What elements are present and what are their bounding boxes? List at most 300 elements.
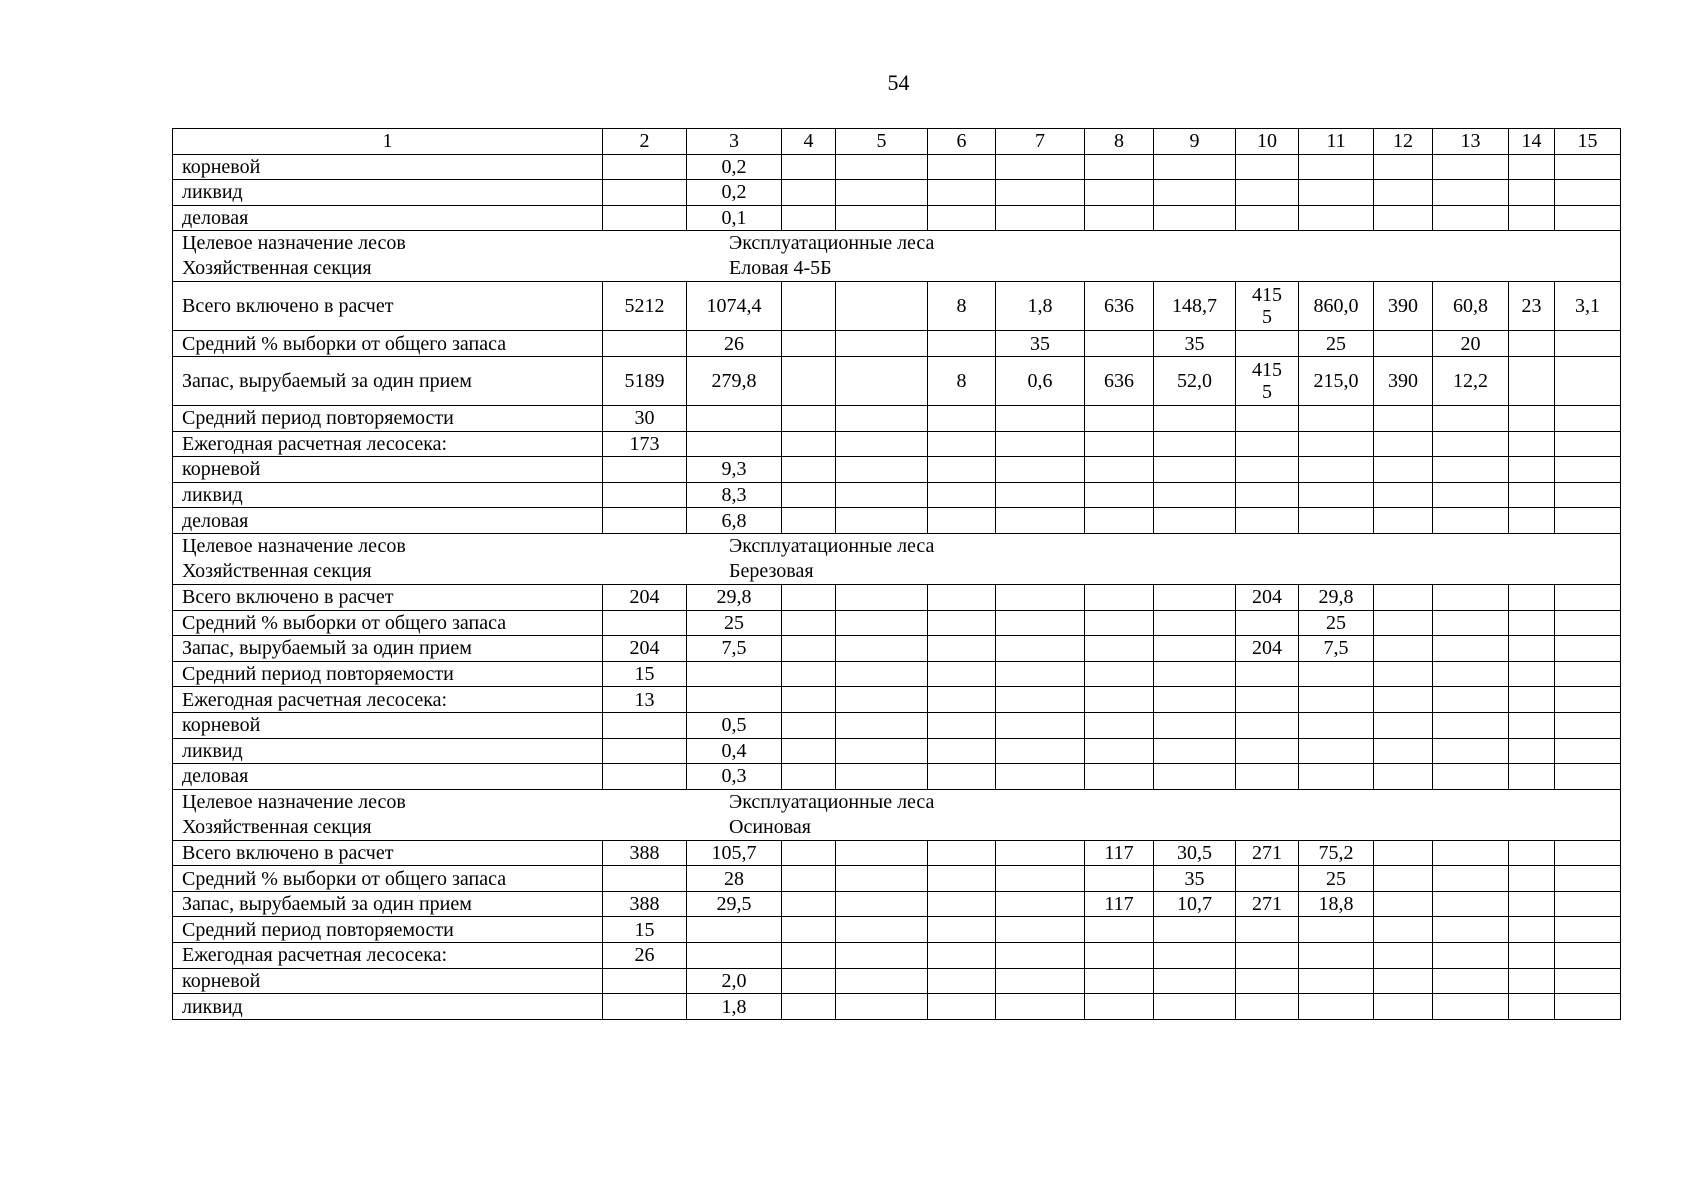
table-cell: 25	[1299, 866, 1374, 892]
section-label: Хозяйственная секция	[182, 815, 372, 838]
table-cell	[996, 431, 1085, 457]
table-row	[173, 866, 1621, 892]
table-cell	[782, 180, 836, 206]
table-cell	[836, 738, 928, 764]
table-cell	[1236, 738, 1299, 764]
table-cell	[836, 356, 928, 405]
table-cell	[836, 584, 928, 610]
table-cell: 204	[1236, 584, 1299, 610]
table-cell: 105,7	[687, 840, 782, 866]
table-cell: 0,2	[687, 180, 782, 206]
table-cell	[928, 482, 996, 508]
table-cell: 3,1	[1555, 282, 1621, 331]
section-value: Эксплуатационные леса	[729, 790, 935, 813]
table-cell	[1555, 331, 1621, 357]
table-cell	[782, 405, 836, 431]
section-row	[173, 231, 1621, 282]
table-cell: 636	[1085, 356, 1154, 405]
table-cell	[1299, 917, 1374, 943]
table-row	[173, 917, 1621, 943]
table-cell	[1509, 482, 1555, 508]
table-cell: 30	[603, 405, 687, 431]
table-cell: 28	[687, 866, 782, 892]
table-cell	[1374, 687, 1433, 713]
table-cell	[603, 457, 687, 483]
table-cell	[1154, 180, 1236, 206]
table-cell: 204	[603, 584, 687, 610]
table-cell	[1374, 180, 1433, 206]
table-cell	[1433, 584, 1509, 610]
table-cell	[1509, 661, 1555, 687]
row-label: Средний период повторяемости	[173, 405, 603, 431]
table-cell	[1085, 457, 1154, 483]
table-cell	[1154, 508, 1236, 534]
table-cell	[836, 917, 928, 943]
table-cell	[687, 405, 782, 431]
table-cell	[1433, 968, 1509, 994]
table-cell	[996, 891, 1085, 917]
table-cell: 10,7	[1154, 891, 1236, 917]
table-row	[173, 457, 1621, 483]
row-label: ликвид	[173, 482, 603, 508]
table-cell	[603, 968, 687, 994]
table-cell	[1236, 764, 1299, 790]
section-value: Березовая	[729, 559, 814, 582]
table-cell	[1154, 584, 1236, 610]
table-cell	[1509, 891, 1555, 917]
table-cell: 0,3	[687, 764, 782, 790]
table-cell	[928, 205, 996, 231]
row-label: ликвид	[173, 994, 603, 1020]
table-cell	[996, 405, 1085, 431]
table-cell	[1299, 764, 1374, 790]
section-label: Целевое назначение лесов	[182, 232, 406, 255]
row-label: корневой	[173, 968, 603, 994]
table-cell	[782, 356, 836, 405]
table-cell	[1374, 636, 1433, 662]
table-cell	[1509, 331, 1555, 357]
table-cell	[1555, 180, 1621, 206]
table-cell	[836, 282, 928, 331]
table-cell: 271	[1236, 891, 1299, 917]
table-row	[173, 661, 1621, 687]
table-cell	[1509, 405, 1555, 431]
table-cell	[782, 866, 836, 892]
table-cell	[1085, 968, 1154, 994]
table-row	[173, 356, 1621, 405]
table-cell	[1085, 764, 1154, 790]
table-cell: 0,4	[687, 738, 782, 764]
table-cell: 20	[1433, 331, 1509, 357]
table-cell	[1509, 866, 1555, 892]
section-label: Хозяйственная секция	[182, 559, 372, 582]
table-cell	[782, 636, 836, 662]
table-cell	[782, 508, 836, 534]
table-cell	[1555, 712, 1621, 738]
table-cell	[928, 917, 996, 943]
table-row	[173, 282, 1621, 331]
table-cell: 8,3	[687, 482, 782, 508]
table-cell: 13	[603, 687, 687, 713]
table-cell	[1085, 431, 1154, 457]
table-cell	[1433, 687, 1509, 713]
table-cell	[1085, 687, 1154, 713]
column-header: 7	[996, 129, 1085, 155]
table-cell	[1085, 866, 1154, 892]
column-header: 10	[1236, 129, 1299, 155]
table-cell	[1236, 712, 1299, 738]
table-cell	[1433, 205, 1509, 231]
column-header: 1	[173, 129, 603, 155]
table-cell: 60,8	[1433, 282, 1509, 331]
table-cell	[1236, 610, 1299, 636]
table-cell	[1374, 661, 1433, 687]
column-header: 6	[928, 129, 996, 155]
column-header: 15	[1555, 129, 1621, 155]
table-cell	[1236, 508, 1299, 534]
table-cell	[1236, 180, 1299, 206]
table-cell	[1433, 482, 1509, 508]
table-cell	[1374, 866, 1433, 892]
table-cell	[1236, 661, 1299, 687]
table-cell	[1154, 917, 1236, 943]
table-cell	[1299, 205, 1374, 231]
section-value: Эксплуатационные леса	[729, 232, 935, 255]
table-cell: 75,2	[1299, 840, 1374, 866]
row-label: Ежегодная расчетная лесосека:	[173, 431, 603, 457]
table-cell: 0,1	[687, 205, 782, 231]
table-row	[173, 994, 1621, 1020]
table-cell	[782, 661, 836, 687]
table-cell	[836, 180, 928, 206]
table-cell	[782, 584, 836, 610]
column-header: 2	[603, 129, 687, 155]
table-cell	[1509, 943, 1555, 969]
row-label: Средний % выборки от общего запаса	[173, 610, 603, 636]
table-cell	[1085, 943, 1154, 969]
table-cell: 117	[1085, 891, 1154, 917]
table-cell	[1555, 917, 1621, 943]
table-cell	[928, 180, 996, 206]
table-cell	[1509, 968, 1555, 994]
table-cell: 25	[687, 610, 782, 636]
table-cell	[928, 636, 996, 662]
row-label: корневой	[173, 457, 603, 483]
row-label: Средний % выборки от общего запаса	[173, 331, 603, 357]
table-cell	[1509, 431, 1555, 457]
table-cell	[836, 661, 928, 687]
table-cell	[996, 994, 1085, 1020]
table-cell	[1433, 610, 1509, 636]
table-cell	[687, 687, 782, 713]
row-label: ликвид	[173, 738, 603, 764]
table-cell	[1374, 154, 1433, 180]
table-cell	[1154, 687, 1236, 713]
table-cell	[928, 405, 996, 431]
table-cell: 15	[603, 661, 687, 687]
table-row	[173, 405, 1621, 431]
table-cell	[836, 405, 928, 431]
table-cell	[836, 636, 928, 662]
table-cell	[782, 994, 836, 1020]
table-cell	[1085, 584, 1154, 610]
row-label: ликвид	[173, 180, 603, 206]
table-cell	[1555, 457, 1621, 483]
section-value: Осиновая	[729, 815, 811, 838]
table-cell	[1299, 405, 1374, 431]
row-label: Запас, вырубаемый за один прием	[173, 356, 603, 405]
table-cell	[1236, 154, 1299, 180]
table-cell	[603, 994, 687, 1020]
table-cell	[928, 968, 996, 994]
table-cell	[1085, 661, 1154, 687]
table-cell	[1154, 482, 1236, 508]
table-cell	[1509, 712, 1555, 738]
table-cell	[928, 840, 996, 866]
table-cell: 1,8	[687, 994, 782, 1020]
table-row	[173, 891, 1621, 917]
table-cell	[1085, 205, 1154, 231]
table-cell	[1299, 482, 1374, 508]
table-cell: 18,8	[1299, 891, 1374, 917]
table-cell	[1374, 994, 1433, 1020]
table-cell: 215,0	[1299, 356, 1374, 405]
table-cell	[1433, 840, 1509, 866]
table-cell	[1374, 331, 1433, 357]
column-header: 3	[687, 129, 782, 155]
table-cell	[928, 431, 996, 457]
table-cell: 8	[928, 356, 996, 405]
table-cell	[603, 764, 687, 790]
table-cell	[836, 866, 928, 892]
table-cell	[1236, 205, 1299, 231]
table-cell	[1299, 154, 1374, 180]
table-cell: 29,8	[1299, 584, 1374, 610]
table-cell	[603, 331, 687, 357]
row-label: корневой	[173, 154, 603, 180]
table-cell	[603, 866, 687, 892]
table-cell	[1154, 636, 1236, 662]
table-cell	[1509, 738, 1555, 764]
table-cell	[836, 840, 928, 866]
table-cell	[782, 154, 836, 180]
table-row	[173, 584, 1621, 610]
table-cell	[996, 661, 1085, 687]
table-cell: 26	[603, 943, 687, 969]
data-table	[172, 128, 1621, 1020]
header-row	[173, 129, 1621, 155]
table-row	[173, 636, 1621, 662]
table-cell	[996, 917, 1085, 943]
table-cell	[1555, 431, 1621, 457]
column-header: 12	[1374, 129, 1433, 155]
table-cell	[1433, 180, 1509, 206]
table-row	[173, 738, 1621, 764]
table-cell: 279,8	[687, 356, 782, 405]
table-cell	[996, 840, 1085, 866]
table-cell	[782, 687, 836, 713]
table-cell: 5189	[603, 356, 687, 405]
table-cell	[1085, 712, 1154, 738]
table-cell	[1433, 661, 1509, 687]
table-cell	[928, 457, 996, 483]
table-cell	[1555, 405, 1621, 431]
table-cell	[928, 154, 996, 180]
table-cell	[782, 764, 836, 790]
table-row	[173, 431, 1621, 457]
table-cell	[836, 712, 928, 738]
table-cell	[836, 154, 928, 180]
table-cell	[1085, 610, 1154, 636]
table-cell	[1299, 457, 1374, 483]
section-header	[173, 231, 1621, 282]
table-cell	[1085, 508, 1154, 534]
table-row	[173, 154, 1621, 180]
table-cell	[782, 205, 836, 231]
table-cell: 1,8	[996, 282, 1085, 331]
table-cell	[1154, 154, 1236, 180]
table-cell	[1555, 508, 1621, 534]
table-row	[173, 205, 1621, 231]
table-cell	[836, 431, 928, 457]
table-cell	[1299, 712, 1374, 738]
table-cell	[1299, 738, 1374, 764]
table-cell	[782, 943, 836, 969]
row-label: деловая	[173, 764, 603, 790]
row-label: деловая	[173, 205, 603, 231]
table-cell	[1374, 764, 1433, 790]
table-cell	[836, 508, 928, 534]
table-cell	[928, 661, 996, 687]
table-cell	[1085, 180, 1154, 206]
table-cell	[928, 994, 996, 1020]
table-cell	[1509, 180, 1555, 206]
table-cell	[1085, 331, 1154, 357]
table-cell	[1236, 943, 1299, 969]
page-number: 54	[887, 70, 910, 95]
table-cell	[1299, 943, 1374, 969]
table-cell	[996, 738, 1085, 764]
table-cell	[782, 457, 836, 483]
table-cell: 8	[928, 282, 996, 331]
table-cell	[1085, 636, 1154, 662]
table-cell	[782, 282, 836, 331]
table-cell	[1433, 712, 1509, 738]
table-cell	[1555, 482, 1621, 508]
column-header: 9	[1154, 129, 1236, 155]
table-cell	[1509, 917, 1555, 943]
table-cell	[782, 968, 836, 994]
table-cell	[996, 610, 1085, 636]
table-cell	[996, 180, 1085, 206]
table-cell	[1509, 687, 1555, 713]
table-cell: 29,5	[687, 891, 782, 917]
table-cell: 636	[1085, 282, 1154, 331]
table-cell	[1085, 405, 1154, 431]
section-header	[173, 533, 1621, 584]
table-cell	[928, 331, 996, 357]
table-cell	[1509, 610, 1555, 636]
table-cell: 30,5	[1154, 840, 1236, 866]
table-cell	[836, 994, 928, 1020]
table-cell	[1085, 917, 1154, 943]
table-cell	[1374, 738, 1433, 764]
table-cell: 52,0	[1154, 356, 1236, 405]
table-cell	[1555, 687, 1621, 713]
section-value: Эксплуатационные леса	[729, 534, 935, 557]
table-cell	[928, 712, 996, 738]
table-cell: 7,5	[1299, 636, 1374, 662]
table-cell: 860,0	[1299, 282, 1374, 331]
table-cell	[603, 712, 687, 738]
table-cell	[1509, 636, 1555, 662]
table-cell	[603, 154, 687, 180]
table-cell	[782, 712, 836, 738]
table-cell	[1374, 431, 1433, 457]
table-cell	[996, 584, 1085, 610]
table-cell	[603, 482, 687, 508]
table-cell	[1299, 661, 1374, 687]
section-row	[173, 789, 1621, 840]
table-cell	[1154, 738, 1236, 764]
row-label: корневой	[173, 712, 603, 738]
table-cell: 388	[603, 891, 687, 917]
section-label: Целевое назначение лесов	[182, 534, 406, 557]
table-cell: 148,7	[1154, 282, 1236, 331]
table-cell	[1154, 994, 1236, 1020]
table-cell	[1154, 764, 1236, 790]
table-cell: 173	[603, 431, 687, 457]
table-cell	[1374, 205, 1433, 231]
table-row	[173, 840, 1621, 866]
table-cell: 388	[603, 840, 687, 866]
table-row	[173, 687, 1621, 713]
table-cell	[836, 687, 928, 713]
table-cell	[1555, 891, 1621, 917]
table-cell	[1433, 764, 1509, 790]
section-label: Хозяйственная секция	[182, 257, 372, 280]
table-cell	[1299, 180, 1374, 206]
table-cell	[928, 738, 996, 764]
table-cell	[1509, 154, 1555, 180]
table-cell: 7,5	[687, 636, 782, 662]
table-cell	[1374, 482, 1433, 508]
table-cell	[1236, 405, 1299, 431]
table-cell	[836, 331, 928, 357]
table-cell	[928, 687, 996, 713]
section-value: Еловая 4-5Б	[729, 257, 832, 280]
row-label: Ежегодная расчетная лесосека:	[173, 943, 603, 969]
table-cell	[996, 866, 1085, 892]
table-row	[173, 331, 1621, 357]
row-label: Запас, вырубаемый за один прием	[173, 891, 603, 917]
table-cell	[1299, 431, 1374, 457]
table-cell	[836, 968, 928, 994]
table-cell	[996, 712, 1085, 738]
table-cell	[928, 764, 996, 790]
column-header: 8	[1085, 129, 1154, 155]
table-cell	[782, 431, 836, 457]
table-cell: 271	[1236, 840, 1299, 866]
table-cell	[603, 180, 687, 206]
table-cell: 23	[1509, 282, 1555, 331]
table-cell: 35	[1154, 866, 1236, 892]
table-cell	[603, 738, 687, 764]
table-cell	[687, 917, 782, 943]
table-cell	[782, 331, 836, 357]
table-cell	[836, 610, 928, 636]
table-cell	[836, 943, 928, 969]
